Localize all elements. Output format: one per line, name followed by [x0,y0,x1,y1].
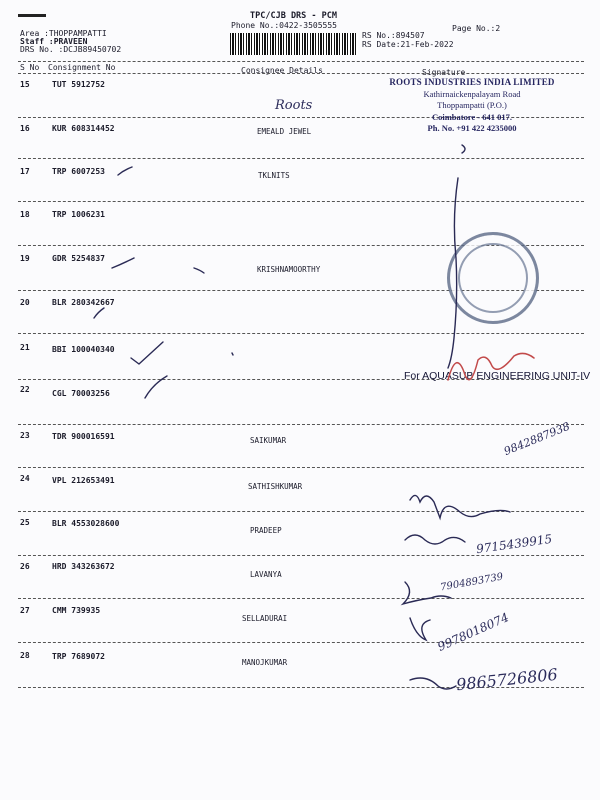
stamp-address-line: Kathirnaickenpalayam Road [423,88,521,99]
sno: 26 [20,562,30,571]
handwritten-roots: Roots [275,98,313,113]
area-label: Area :THOPPAMPATTI [20,29,107,38]
drs-no-label: DRS No. :DCJB89450702 [20,45,122,54]
sno: 20 [20,298,30,307]
header-bottom-rule [18,73,584,74]
consignee-name: EMEALD JEWEL [257,127,312,136]
consignment-no: BLR 4553028600 [52,519,120,528]
handwritten-phone-number: 9865726806 [455,664,559,695]
tick-mark [232,353,233,355]
consignment-no: TRP 1006231 [52,210,105,219]
handwritten-phone-number: 7904893739 [439,571,505,594]
corner-mark [18,14,46,17]
stamp-company-name: ROOTS INDUSTRIES INDIA LIMITED [389,77,555,87]
handwritten-phone-number: 9842887938 [502,419,572,459]
stamp-phone: Ph. No. +91 422 4235000 [427,123,517,133]
row-divider [18,511,584,512]
staff-label: Staff :PRAVEEN [20,37,88,46]
consignment-no: GDR 5254837 [52,254,105,263]
sno: 25 [20,518,30,527]
tick-mark [112,258,134,268]
header-top-rule [18,61,584,62]
sno: 18 [20,210,30,219]
row-divider [18,598,584,599]
sno: 17 [20,167,30,176]
consignment-no: VPL 212653491 [52,476,115,485]
barcode [230,33,358,55]
sno: 23 [20,431,30,440]
consignment-no: TRP 7689072 [52,652,105,661]
row-divider [18,201,584,202]
row-divider [18,555,584,556]
consignment-no: CMM 739935 [52,606,101,615]
page-no: Page No.:2 [452,24,501,33]
consignee-name: TKLNITS [258,171,290,180]
tick-mark [194,268,204,273]
sno: 19 [20,254,30,263]
sno: 15 [20,80,30,89]
consignment-no: HRD 343263672 [52,562,115,571]
row-divider [18,424,584,425]
consignee-name: KRISHNAMOORTHY [257,265,321,274]
sno: 22 [20,385,30,394]
consignment-no: TDR 900016591 [52,432,115,441]
aquasub-stamp: For AQUASUB ENGINEERING UNIT-IV [404,370,591,382]
roots-company-stamp [382,77,562,135]
row-divider [18,333,584,334]
signature-mark [410,618,430,640]
header-phone: Phone No.:0422-3505555 [231,21,337,30]
tick-mark [94,308,104,318]
row-divider [18,642,584,643]
consignment-no: TRP 6007253 [52,167,105,176]
consignment-no: CGL 70003256 [52,389,110,398]
signature-squiggle [462,145,465,153]
consignee-name: PRADEEP [250,526,282,535]
signature-mark [410,495,510,518]
col-consignee: Consignee Details [241,66,323,75]
sno: 27 [20,606,30,615]
handwritten-phone-number: 9978018074 [435,610,511,654]
consignee-name: SATHISHKUMAR [248,482,303,491]
tick-mark [118,167,132,175]
row-divider [18,467,584,468]
stamp-address-line: Thoppampatti (P.O.) [437,100,507,110]
row-divider [18,158,584,159]
sno: 21 [20,343,30,352]
rs-no: RS No.:894507 [362,31,425,40]
consignee-name: LAVANYA [250,570,282,579]
consignment-no: KUR 608314452 [52,124,115,133]
sno: 16 [20,124,30,133]
consignee-name: MANOJKUMAR [242,658,288,667]
handwritten-phone-number: 9715439915 [475,531,553,557]
col-sno: S No [20,63,40,72]
consignment-no: TUT 5912752 [52,80,105,89]
signature-mark [405,535,465,544]
tick-mark [131,342,163,364]
stamp-address-line: Coimbatore - 641 017. [431,111,513,122]
consignment-no: BLR 280342667 [52,298,115,307]
rs-date: RS Date:21-Feb-2022 [362,40,454,49]
col-signature: Signature [422,68,466,77]
round-company-seal [447,232,539,324]
col-consignment: Consignment No [48,63,116,72]
sno: 28 [20,651,30,660]
header-title: TPC/CJB DRS - PCM [250,11,337,21]
sno: 24 [20,474,30,483]
consignment-no: BBI 100040340 [52,345,115,354]
consignee-name: SAIKUMAR [250,436,287,445]
consignee-name: SELLADURAI [242,614,288,623]
